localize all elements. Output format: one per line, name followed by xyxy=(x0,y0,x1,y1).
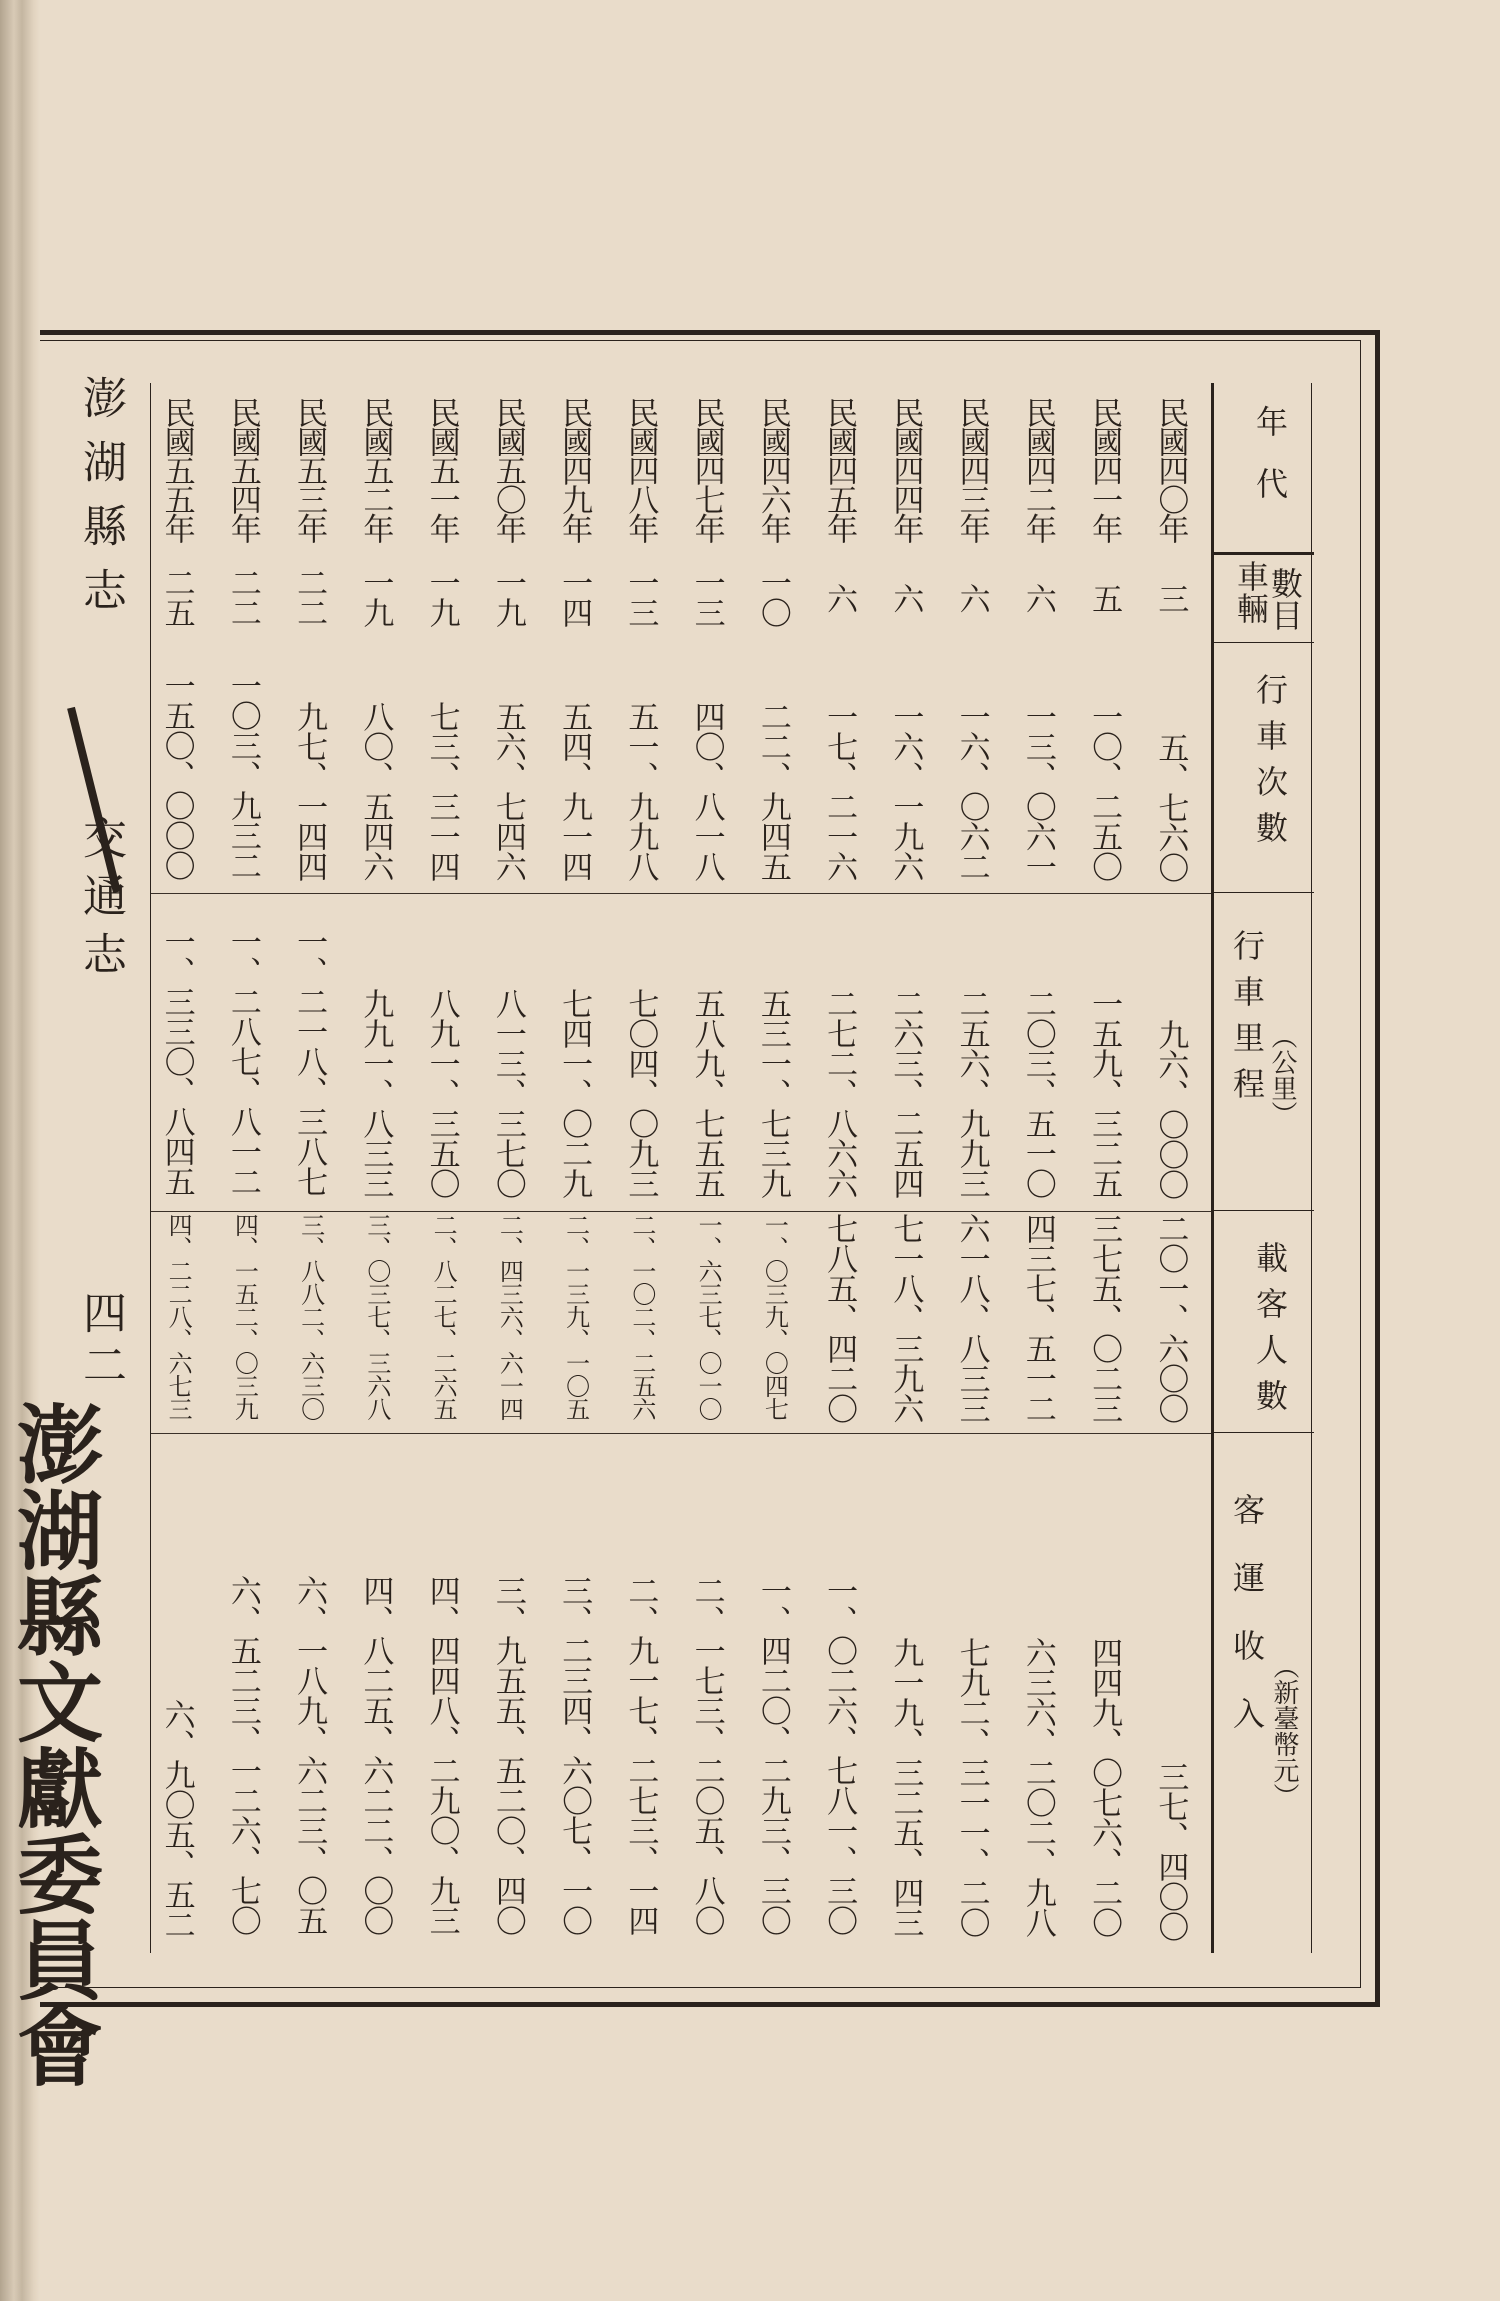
cell-passengers: 三七五、〇二三 xyxy=(1086,1213,1123,1423)
cell-year: 民國四四年 xyxy=(887,397,924,542)
cell-trips: 一六、一九六 xyxy=(887,701,924,881)
cell-vehicles: 六 xyxy=(821,582,858,613)
section-title: 交通志 xyxy=(75,815,126,989)
transport-statistics-table xyxy=(150,383,1312,1953)
publisher-name: 澎湖縣文獻委員會 xyxy=(2,1400,103,2088)
cell-mileage: 一、二八七、八一二 xyxy=(224,926,261,1196)
cell-revenue: 六、五二三、一二六、七〇 xyxy=(224,1575,261,1935)
cell-trips: 二二、九四五 xyxy=(754,701,791,881)
cell-passengers: 七一八、三九六 xyxy=(887,1213,924,1423)
cell-passengers: 二、四三六、六一四 xyxy=(495,1213,524,1420)
page-number: 四二 xyxy=(75,1290,126,1394)
cell-passengers: 一、六三七、〇一〇 xyxy=(694,1213,723,1420)
cell-vehicles: 一九 xyxy=(423,567,460,627)
cell-mileage: 七〇四、〇九三 xyxy=(622,988,659,1198)
cell-mileage: 二六三、二五四 xyxy=(887,988,924,1198)
cell-trips: 五四、九一四 xyxy=(556,701,593,881)
cell-passengers: 三、八八二、六三〇 xyxy=(296,1213,325,1420)
cell-passengers: 二〇一、六〇〇 xyxy=(1152,1213,1189,1423)
cell-revenue: 六、九〇五、五二 xyxy=(158,1699,195,1939)
cell-mileage: 七四一、〇二九 xyxy=(556,988,593,1198)
cell-year: 民國五五年 xyxy=(158,397,195,542)
cell-trips: 九七、一四四 xyxy=(291,701,328,881)
cell-year: 民國四一年 xyxy=(1086,397,1123,542)
cell-passengers: 四三七、五一二 xyxy=(1019,1213,1056,1423)
cell-passengers: 二、一〇二、二五六 xyxy=(627,1213,656,1420)
cell-mileage: 二七二、八六六 xyxy=(821,988,858,1198)
cell-mileage: 九九一、八三三 xyxy=(357,988,394,1198)
cell-trips: 一三、〇六一 xyxy=(1019,701,1056,881)
cell-revenue: 七九二、三一一、二〇 xyxy=(953,1637,990,1937)
cell-trips: 一〇三、九三二 xyxy=(224,670,261,880)
divider-trips-mileage xyxy=(151,893,1211,894)
cell-vehicles: 二五 xyxy=(158,567,195,627)
cell-mileage: 二五六、九九三 xyxy=(953,988,990,1198)
cell-year: 民國五四年 xyxy=(224,397,261,542)
cell-year: 民國四〇年 xyxy=(1152,397,1189,542)
cell-year: 民國四三年 xyxy=(953,397,990,542)
cell-mileage: 八一三、三七〇 xyxy=(489,988,526,1198)
header-revenue: 客運收入 （新臺幣元） xyxy=(1228,1493,1299,1809)
header-vehicles: 車輛 數目 xyxy=(1214,555,1314,643)
cell-trips: 七三、三一四 xyxy=(423,701,460,881)
cell-passengers: 四、二二八、六七三 xyxy=(164,1213,193,1420)
book-title: 澎湖縣志 xyxy=(75,375,126,631)
cell-mileage: 五三一、七三九 xyxy=(754,988,791,1198)
cell-revenue: 三、二三四、六〇七、一〇 xyxy=(556,1575,593,1935)
table-header xyxy=(1211,383,1311,1953)
header-trips: 行車次數 xyxy=(1214,643,1314,893)
cell-year: 民國五三年 xyxy=(291,397,328,542)
cell-passengers: 七八五、四二〇 xyxy=(821,1213,858,1423)
cell-year: 民國四七年 xyxy=(688,397,725,542)
cell-passengers: 三、〇三七、三六八 xyxy=(362,1213,391,1420)
cell-vehicles: 一九 xyxy=(357,567,394,627)
cell-revenue: 一、〇二六、七八一、三〇 xyxy=(821,1575,858,1935)
cell-mileage: 五八九、七五五 xyxy=(688,988,725,1198)
cell-passengers: 一、〇三九、〇四七 xyxy=(760,1213,789,1420)
cell-passengers: 六一八、八三三 xyxy=(953,1213,990,1423)
header-year: 年代 xyxy=(1214,383,1314,555)
cell-passengers: 四、一五二、〇三九 xyxy=(230,1213,259,1420)
cell-revenue: 二、九一七、二七三、一四 xyxy=(622,1575,659,1935)
header-passengers: 載客人數 xyxy=(1214,1211,1314,1433)
cell-passengers: 二、八二七、二六五 xyxy=(429,1213,458,1420)
cell-revenue: 一、四二〇、二九三、三〇 xyxy=(754,1575,791,1935)
cell-year: 民國四六年 xyxy=(754,397,791,542)
cell-mileage: 一、三三〇、八四五 xyxy=(158,926,195,1196)
cell-vehicles: 一九 xyxy=(489,567,526,627)
cell-year: 民國四五年 xyxy=(821,397,858,542)
cell-trips: 一七、二一六 xyxy=(821,701,858,881)
cell-trips: 一五〇、〇〇〇 xyxy=(158,670,195,880)
cell-year: 民國五一年 xyxy=(423,397,460,542)
cell-year: 民國四八年 xyxy=(622,397,659,542)
divider-passengers-revenue xyxy=(151,1433,1211,1434)
cell-year: 民國五〇年 xyxy=(489,397,526,542)
cell-vehicles: 一三 xyxy=(688,567,725,627)
cell-vehicles: 六 xyxy=(887,582,924,613)
cell-revenue: 四、四四八、二九〇、九三 xyxy=(423,1575,460,1935)
cell-trips: 一六、〇六二 xyxy=(953,701,990,881)
cell-revenue: 四四九、〇七六、二〇 xyxy=(1086,1637,1123,1937)
cell-mileage: 二〇三、五一〇 xyxy=(1019,988,1056,1198)
header-mileage: 行車里程 （公里） xyxy=(1214,893,1314,1211)
cell-trips: 五六、七四六 xyxy=(489,701,526,881)
cell-mileage: 一五九、三二五 xyxy=(1086,988,1123,1198)
cell-vehicles: 六 xyxy=(1019,582,1056,613)
cell-vehicles: 一三 xyxy=(622,567,659,627)
cell-revenue: 九一九、三二五、四三 xyxy=(887,1637,924,1937)
cell-vehicles: 三 xyxy=(1152,582,1189,613)
cell-revenue: 三七、四〇〇 xyxy=(1152,1761,1189,1941)
cell-year: 民國五二年 xyxy=(357,397,394,542)
cell-trips: 五一、九九八 xyxy=(622,701,659,881)
cell-year: 民國四二年 xyxy=(1019,397,1056,542)
cell-trips: 一〇、二五〇 xyxy=(1086,701,1123,881)
margin-strip xyxy=(64,350,126,1394)
cell-year: 民國四九年 xyxy=(556,397,593,542)
divider-mileage-passengers xyxy=(151,1211,1211,1212)
cell-trips: 四〇、八一八 xyxy=(688,701,725,881)
cell-vehicles: 二二 xyxy=(224,567,261,627)
cell-mileage: 一、二一八、三八七 xyxy=(291,926,328,1196)
cell-revenue: 六三六、二〇二、九八 xyxy=(1019,1637,1056,1937)
cell-mileage: 九六、〇〇〇 xyxy=(1152,1019,1189,1199)
cell-vehicles: 二二 xyxy=(291,567,328,627)
cell-revenue: 三、九五五、五二〇、四〇 xyxy=(489,1575,526,1935)
cell-vehicles: 一四 xyxy=(556,567,593,627)
cell-revenue: 二、一七三、二〇五、八〇 xyxy=(688,1575,725,1935)
cell-vehicles: 六 xyxy=(953,582,990,613)
cell-trips: 五、七六〇 xyxy=(1152,732,1189,882)
cell-vehicles: 一〇 xyxy=(754,567,791,627)
cell-mileage: 八九一、三五〇 xyxy=(423,988,460,1198)
cell-vehicles: 五 xyxy=(1086,582,1123,613)
cell-passengers: 二、一三九、一〇五 xyxy=(561,1213,590,1420)
cell-revenue: 六、一八九、六二三、〇五 xyxy=(291,1575,328,1935)
cell-trips: 八〇、五四六 xyxy=(357,701,394,881)
cell-revenue: 四、八二五、六二二、〇〇 xyxy=(357,1575,394,1935)
